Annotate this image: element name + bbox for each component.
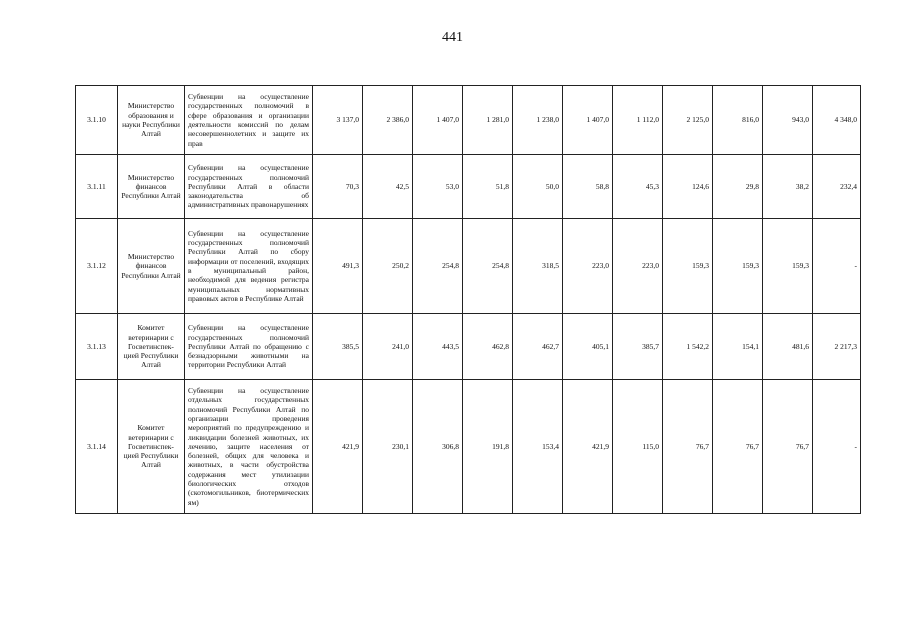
value-cell: 385,5 xyxy=(313,314,363,380)
row-number-cell: 3.1.10 xyxy=(76,86,118,155)
table-row xyxy=(76,380,861,514)
value-cell: 45,3 xyxy=(613,155,663,219)
value-cell: 2 217,3 xyxy=(813,314,861,380)
value-cell: 232,4 xyxy=(813,155,861,219)
value-cell: 491,3 xyxy=(313,219,363,314)
organization-cell: Комитет ветеринарии с Госветинспек-цией Республики Алтай xyxy=(118,314,185,380)
value-cell: 254,8 xyxy=(413,219,463,314)
table-row xyxy=(76,314,861,380)
value-cell: 159,3 xyxy=(713,219,763,314)
value-cell: 154,1 xyxy=(713,314,763,380)
value-cell: 943,0 xyxy=(763,86,813,155)
value-cell: 223,0 xyxy=(613,219,663,314)
value-cell: 159,3 xyxy=(663,219,713,314)
row-number-cell: 3.1.14 xyxy=(76,380,118,514)
row-number-cell: 3.1.12 xyxy=(76,219,118,314)
value-cell: 421,9 xyxy=(313,380,363,514)
organization-cell: Министерство образования и науки Республики Алтай xyxy=(118,86,185,155)
row-number-cell: 3.1.13 xyxy=(76,314,118,380)
value-cell: 76,7 xyxy=(663,380,713,514)
value-cell: 254,8 xyxy=(463,219,513,314)
value-cell: 1 407,0 xyxy=(413,86,463,155)
table-row xyxy=(76,155,861,219)
value-cell: 38,2 xyxy=(763,155,813,219)
value-cell: 230,1 xyxy=(363,380,413,514)
value-cell: 50,0 xyxy=(513,155,563,219)
value-cell: 191,8 xyxy=(463,380,513,514)
value-cell: 58,8 xyxy=(563,155,613,219)
value-cell: 2 386,0 xyxy=(363,86,413,155)
value-cell: 481,6 xyxy=(763,314,813,380)
description-cell: Субвенции на осуществление отдельных государственных полномочий Республики Алтай по организации проведения мероприятий по предупреждению и ликвидации болезней животных, их лечению, защите населения от болезней, общих для человека и животных, в части обустройства содержания мест утилизации биологических отходов (скотомогильников, биотермических ям) xyxy=(185,380,313,514)
value-cell: - xyxy=(813,219,861,314)
description-cell: Субвенции на осуществление государственных полномочий Республики Алтай в области законодательства об административных правонарушениях xyxy=(185,155,313,219)
description-cell: Субвенции на осуществление государственных полномочий Республики Алтай по обращению с безнадзорными животными на территории Республики Алтай xyxy=(185,314,313,380)
value-cell: 318,5 xyxy=(513,219,563,314)
value-cell: 76,7 xyxy=(763,380,813,514)
value-cell: 70,3 xyxy=(313,155,363,219)
organization-cell: Министерство финансов Республики Алтай xyxy=(118,219,185,314)
table-row xyxy=(76,219,861,314)
value-cell: 241,0 xyxy=(363,314,413,380)
description-cell: Субвенции на осуществление государственных полномочий в сфере образования и организации деятельности комиссий по делам несовершеннолетних и защите их прав xyxy=(185,86,313,155)
table-body xyxy=(76,86,861,514)
value-cell: 4 348,0 xyxy=(813,86,861,155)
value-cell: 2 125,0 xyxy=(663,86,713,155)
value-cell: 462,7 xyxy=(513,314,563,380)
value-cell: 250,2 xyxy=(363,219,413,314)
value-cell: 115,0 xyxy=(613,380,663,514)
value-cell: 462,8 xyxy=(463,314,513,380)
value-cell: 124,6 xyxy=(663,155,713,219)
value-cell: 3 137,0 xyxy=(313,86,363,155)
budget-table xyxy=(75,85,861,514)
value-cell: 29,8 xyxy=(713,155,763,219)
value-cell: 51,8 xyxy=(463,155,513,219)
value-cell: 1 407,0 xyxy=(563,86,613,155)
page-number: 441 xyxy=(442,30,463,45)
value-cell: 1 112,0 xyxy=(613,86,663,155)
value-cell: - xyxy=(813,380,861,514)
value-cell: 1 238,0 xyxy=(513,86,563,155)
value-cell: 223,0 xyxy=(563,219,613,314)
value-cell: 76,7 xyxy=(713,380,763,514)
value-cell: 405,1 xyxy=(563,314,613,380)
value-cell: 816,0 xyxy=(713,86,763,155)
value-cell: 385,7 xyxy=(613,314,663,380)
value-cell: 159,3 xyxy=(763,219,813,314)
value-cell: 53,0 xyxy=(413,155,463,219)
value-cell: 42,5 xyxy=(363,155,413,219)
table-row xyxy=(76,86,861,155)
value-cell: 421,9 xyxy=(563,380,613,514)
row-number-cell: 3.1.11 xyxy=(76,155,118,219)
organization-cell: Комитет ветеринарии с Госветинспек-цией Республики Алтай xyxy=(118,380,185,514)
value-cell: 153,4 xyxy=(513,380,563,514)
value-cell: 1 542,2 xyxy=(663,314,713,380)
description-cell: Субвенции на осуществление государственных полномочий Республики Алтай по сбору информации от поселений, входящих в муниципальный район, необходимой для ведения регистра муниципальных нормативных правовых актов в Республике Алтай xyxy=(185,219,313,314)
value-cell: 443,5 xyxy=(413,314,463,380)
value-cell: 1 281,0 xyxy=(463,86,513,155)
value-cell: 306,8 xyxy=(413,380,463,514)
organization-cell: Министерство финансов Республики Алтай xyxy=(118,155,185,219)
